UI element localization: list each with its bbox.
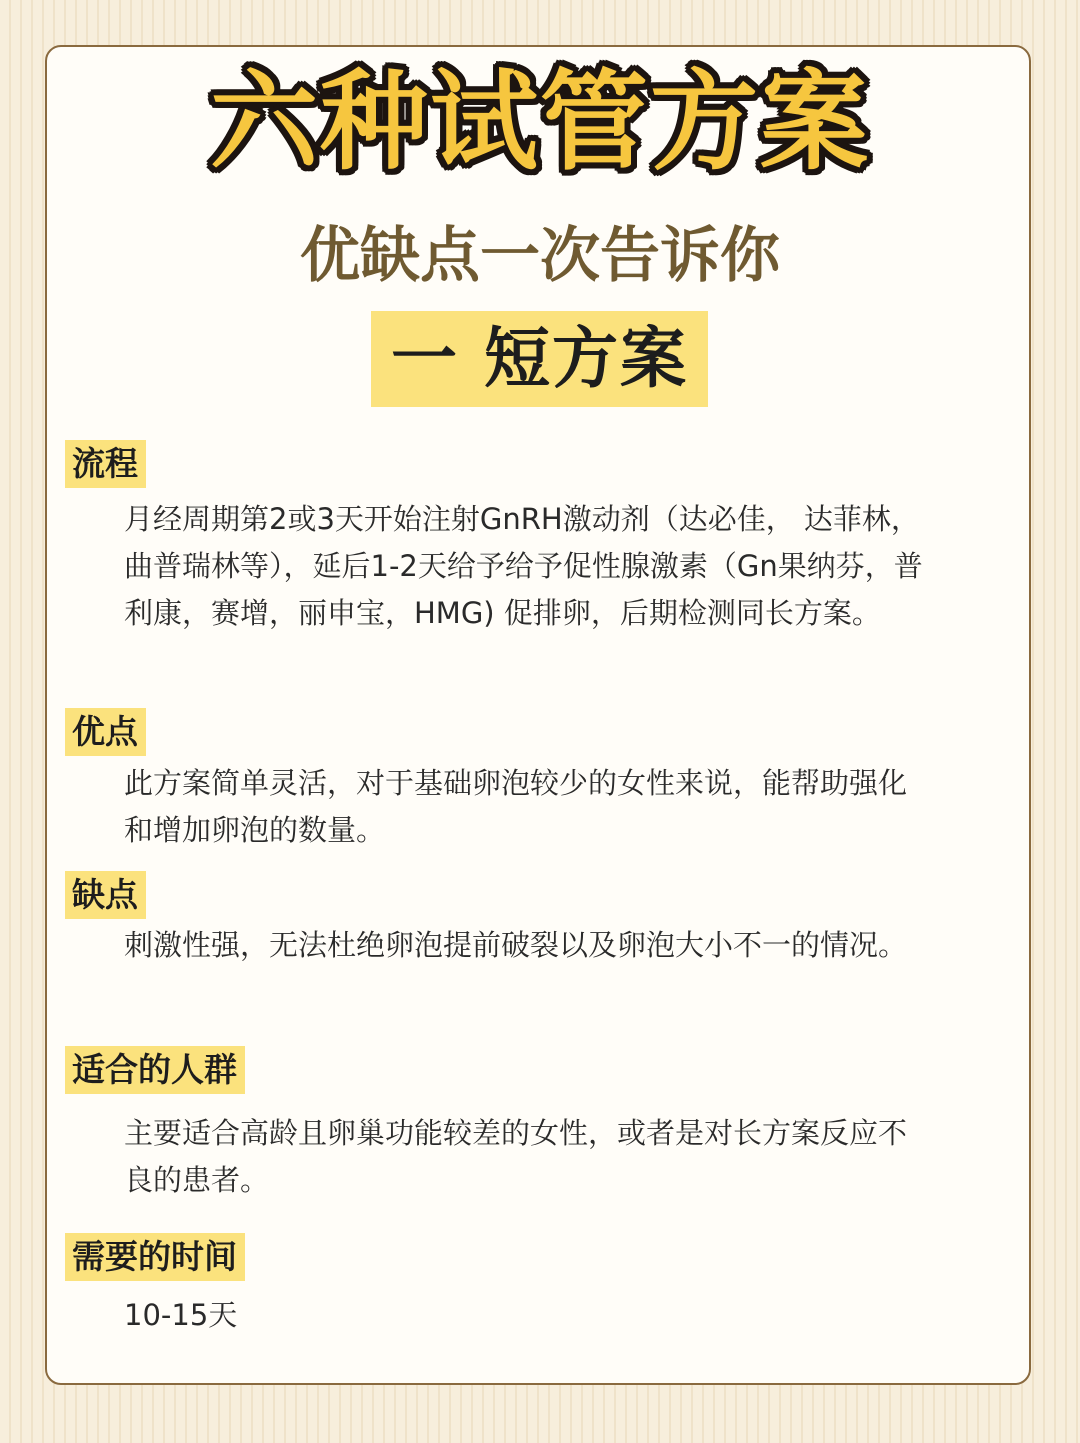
section-label-target-group: 适合的人群 [65, 1046, 245, 1094]
section-text-process: 月经周期第2或3天开始注射GnRH激动剂（达必佳， 达菲林，曲普瑞林等），延后1-2天给予给予促性腺激素（Gn果纳芬，普利康，赛增，丽申宝，HMG) 促排卵，后期检测同长方案。 [124, 502, 923, 630]
section-text-duration: 10-15天 [124, 1298, 238, 1332]
section-label-pros: 优点 [65, 708, 146, 756]
section-label-duration: 需要的时间 [65, 1233, 245, 1281]
section-text-target-group: 主要适合高龄且卵巢功能较差的女性，或者是对长方案反应不良的患者。 [124, 1116, 908, 1197]
section-text-pros: 此方案简单灵活，对于基础卵泡较少的女性来说，能帮助强化和增加卵泡的数量。 [124, 766, 908, 847]
page-title: 六种试管方案 [209, 60, 870, 185]
scheme-badge: 一 短方案 [371, 311, 708, 407]
section-label-process: 流程 [65, 440, 146, 488]
section-text-cons: 刺激性强，无法杜绝卵泡提前破裂以及卵泡大小不一的情况。 [124, 928, 908, 962]
section-label-cons: 缺点 [65, 871, 146, 919]
page-subtitle: 优缺点一次告诉你 [300, 221, 780, 291]
